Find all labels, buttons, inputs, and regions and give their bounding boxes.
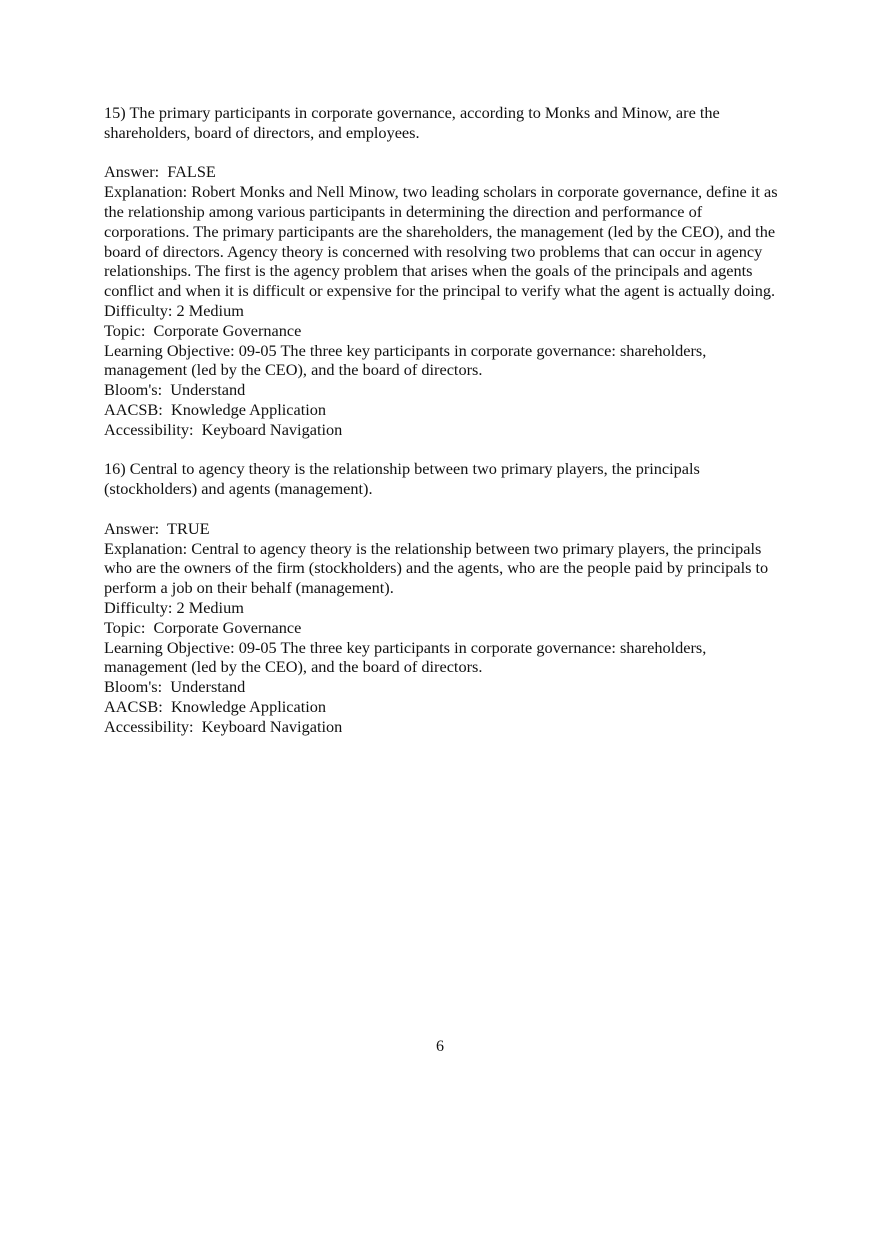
- difficulty-line: Difficulty: 2 Medium: [104, 300, 244, 320]
- difficulty-line: Difficulty: 2 Medium: [104, 597, 244, 617]
- blooms-line: Bloom's: Understand: [104, 380, 246, 400]
- explanation-text: Explanation: Central to agency theory is the relationship between two primary players, the principals who are the owners of the firm (stockholders) and the agents, who are the people paid by principals to perform a job on their behalf (management).: [104, 538, 769, 598]
- aacsb-line: AACSB: Knowledge Application: [104, 399, 327, 419]
- explanation-text: Explanation: Robert Monks and Nell Minow, two leading scholars in corporate governance, define it as the relationship among various participants in determining the direction and performance of corporations. The primary participants are the shareholders, the management (led by the CEO), and the board of directors. Agency theory is concerned with resolving two problems that can occur in agency relationships. The first is the agency problem that arises when the goals of the principals and agents conflict and when it is difficult or expensive for the principal to verify what the agent is actually doing.: [104, 182, 778, 301]
- question-15: [104, 103, 784, 440]
- answer-line: Answer: TRUE: [104, 518, 210, 538]
- topic-line: Topic: Corporate Governance: [104, 617, 302, 637]
- topic-line: Topic: Corporate Governance: [104, 320, 302, 340]
- learning-objective-text: Learning Objective: 09-05 The three key participants in corporate governance: shareholders, management (led by the CEO), and the board of directors.: [104, 637, 707, 677]
- answer-line: Answer: FALSE: [104, 162, 216, 182]
- question-text: 15) The primary participants in corporate governance, according to Monks and Minow, are the shareholders, board of directors, and employees.: [104, 103, 720, 142]
- aacsb-line: AACSB: Knowledge Application: [104, 696, 327, 716]
- spacer: [104, 499, 784, 519]
- learning-objective-text: Learning Objective: 09-05 The three key participants in corporate governance: shareholders, management (led by the CEO), and the board of directors.: [104, 340, 707, 380]
- document-page: [104, 103, 784, 756]
- question-16: [104, 459, 784, 736]
- spacer: [104, 143, 784, 163]
- question-text: 16) Central to agency theory is the relationship between two primary players, the principals (stockholders) and agents (management).: [104, 459, 700, 499]
- page-number: 6: [436, 1038, 444, 1055]
- accessibility-line: Accessibility: Keyboard Navigation: [104, 419, 343, 439]
- blooms-line: Bloom's: Understand: [104, 677, 246, 697]
- accessibility-line: Accessibility: Keyboard Navigation: [104, 716, 343, 736]
